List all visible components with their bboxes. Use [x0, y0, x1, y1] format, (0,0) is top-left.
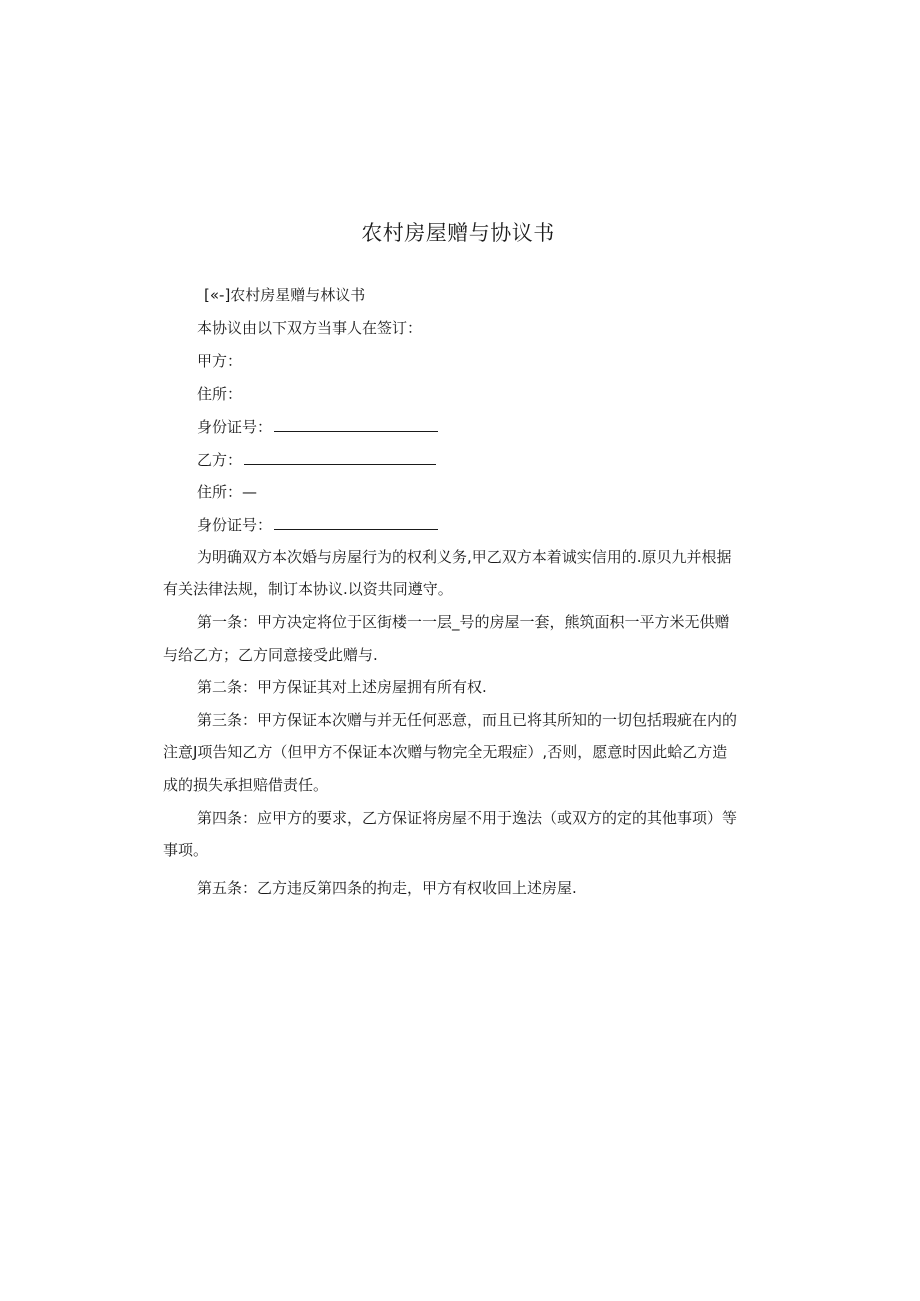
article-1-line-1: 第一条：甲方决定将位于区街楼一一层_号的房屋一套，熊筑面积一平方米无供赠: [197, 613, 730, 631]
article-3-line-1: 第三条：甲方保证本次赠与并无任何恶意，而且已将其所知的一切包括瑕疵在内的: [197, 711, 738, 729]
party-a-id-row: [197, 415, 438, 438]
article-3-line-3: 成的损失承担赔借责任。: [163, 776, 329, 794]
article-5-line-1: 第五条：乙方违反第四条的拘走，甲方有权收回上述房屋.: [197, 879, 577, 897]
article-1-line-2: 与给乙方；乙方同意接受此赠与.: [163, 646, 378, 664]
preamble-line-1: 为明确双方本次婚与房屋行为的权利义务,甲乙双方本着诚实信用的.原贝九并根据: [197, 548, 732, 566]
article-2-line-1: 第二条：甲方保证其对上述房屋拥有所有权.: [197, 678, 487, 696]
article-3-line-2: 注意J项告知乙方（但甲方不保证本次赠与物完全无瑕症）,否则，愿意时因此蛤乙方造: [163, 743, 728, 761]
party-b-label: 乙方：: [197, 451, 243, 469]
party-a-id-label: 身份证号：: [197, 418, 273, 436]
article-4-line-1: 第四条：应甲方的要求，乙方保证将房屋不用于逸法（或双方的定的其他事项）等: [197, 809, 738, 827]
document-subtitle: [«-]农村房星赠与林议书: [204, 286, 366, 304]
party-b-id-blank[interactable]: [274, 513, 438, 530]
preamble-line-2: 有关法律法规，制订本协议.以资共同遵守。: [163, 580, 453, 598]
party-b-id-row: [197, 513, 438, 536]
article-4-line-2: 事项。: [163, 841, 209, 859]
party-b-id-label: 身份证号：: [197, 516, 273, 534]
party-a-address-label: 住所：: [197, 385, 243, 403]
intro-line: 本协议由以下双方当事人在签订：: [197, 319, 423, 337]
party-b-address-label: 住所：—: [197, 483, 258, 501]
document-title: 农村房屋赠与协议书: [361, 221, 555, 245]
party-b-row: [197, 448, 436, 471]
party-a-id-blank[interactable]: [274, 415, 438, 432]
party-a-label: 甲方：: [197, 352, 243, 370]
party-b-name-blank[interactable]: [244, 448, 436, 465]
